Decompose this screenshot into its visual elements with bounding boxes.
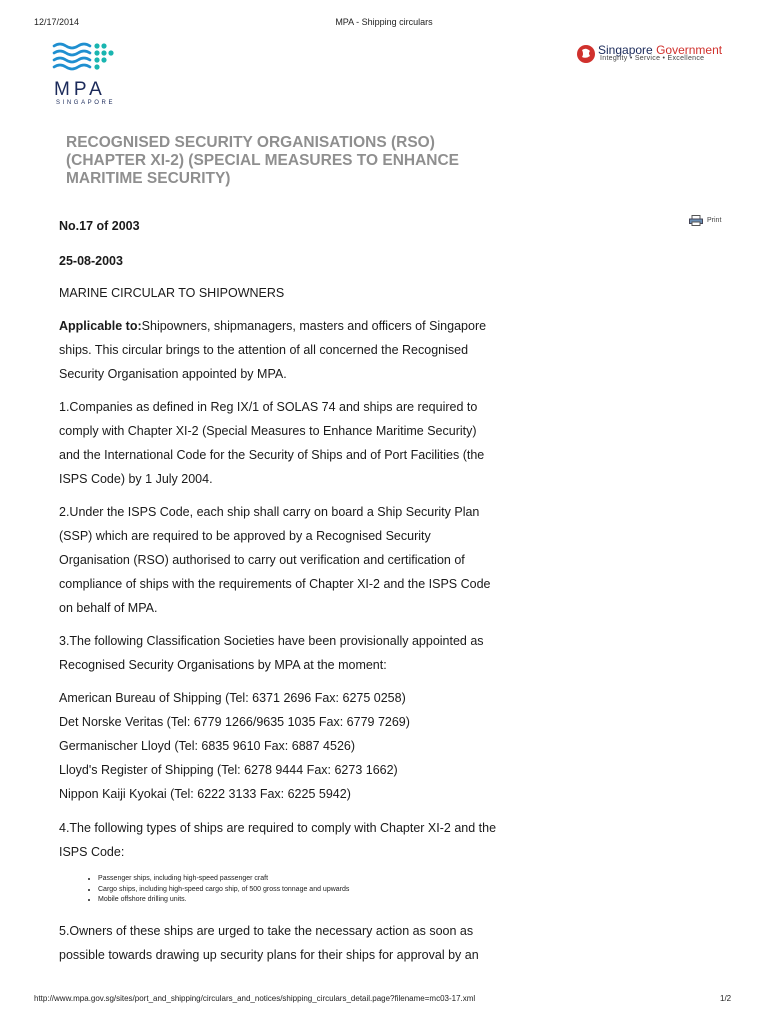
applicable-paragraph [59,314,499,386]
rso-item: American Bureau of Shipping (Tel: 6371 2696 Fax: 6275 0258) [59,691,406,705]
paragraph-4: 4.The following types of ships are required to comply with Chapter XI-2 and the ISPS Code: [59,821,497,859]
applicable-text: Shipowners, shipmanagers, masters and officers of Singapore ships. This circular brings to the attention of all concerned the Recognised Security Organisation appointed by MPA. [59,319,487,381]
circular-heading: MARINE CIRCULAR TO SHIPOWNERS [59,286,285,300]
circular-date: 25-08-2003 [59,254,123,268]
gov-name-first: Singapore [598,43,653,57]
paragraph-1: 1.Companies as defined in Reg IX/1 of SOLAS 74 and ships are required to comply with Chapter XI-2 (Special Measures to Enhance Maritime Security) and the International Code for the Security of Ships and of Port Facilities (the ISPS Code) by 1 July 2004. [59,400,485,486]
singapore-lion-icon [576,44,596,64]
applicable-label: Applicable to: [59,319,142,333]
rso-item: Det Norske Veritas (Tel: 6779 1266/9635 1035 Fax: 6779 7269) [59,715,410,729]
footer-page-number: 1/2 [720,994,732,1003]
paragraph-2: 2.Under the ISPS Code, each ship shall carry on board a Ship Security Plan (SSP) which are required to be approved by a Recognised Security Organisation (RSO) authorised to carry out verification and certification of compliance of ships with the requirements of Chapter XI-2 and the ISPS Code on behalf of MPA. [59,505,491,615]
rso-list [59,686,499,806]
list-item: • Mobile offshore drilling units. [98,895,349,906]
rso-item: Germanischer Lloyd (Tel: 6835 9610 Fax: 6887 4526) [59,739,356,753]
printer-icon [689,215,703,226]
footer-url[interactable]: http://www.mpa.gov.sg/sites/port_and_shipping/circulars_and_notices/shipping_circulars_detail.page?filename=mc03-17.xml [34,994,476,1003]
rso-item: Lloyd's Register of Shipping (Tel: 6278 9444 Fax: 6273 1662) [59,763,398,777]
gov-name-second: Government [656,43,723,57]
paragraph-3: 3.The following Classification Societies have been provisionally appointed as Recognised Security Organisations by MPA at the moment: [59,634,484,672]
rso-item: Nippon Kaiji Kyokai (Tel: 6222 3133 Fax: 6225 5942) [59,787,351,801]
paragraph-5: 5.Owners of these ships are urged to take the necessary action as soon as possible towards drawing up security plans for their ships for approval by an [59,924,479,962]
header-title: MPA - Shipping circulars [335,17,433,27]
page-title: RECOGNISED SECURITY ORGANISATIONS (RSO) (CHAPTER XI-2) (SPECIAL MEASURES TO ENHANCE MARITIME SECURITY) [66,134,459,187]
logo-subtitle: SINGAPORE [56,100,116,106]
ship-types-list [86,874,349,906]
print-button[interactable] [689,215,721,226]
print-label: Print [707,217,722,224]
header-date: 12/17/2014 [34,17,80,27]
list-item: • Cargo ships, including high-speed cargo ship, of 500 gross tonnage and upwards [98,885,349,896]
gov-tagline: Integrity • Service • Excellence [600,55,705,62]
list-item: • Passenger ships, including high-speed passenger craft [98,874,349,885]
logo-name: MPA [54,79,106,100]
circular-number: No.17 of 2003 [59,219,140,233]
